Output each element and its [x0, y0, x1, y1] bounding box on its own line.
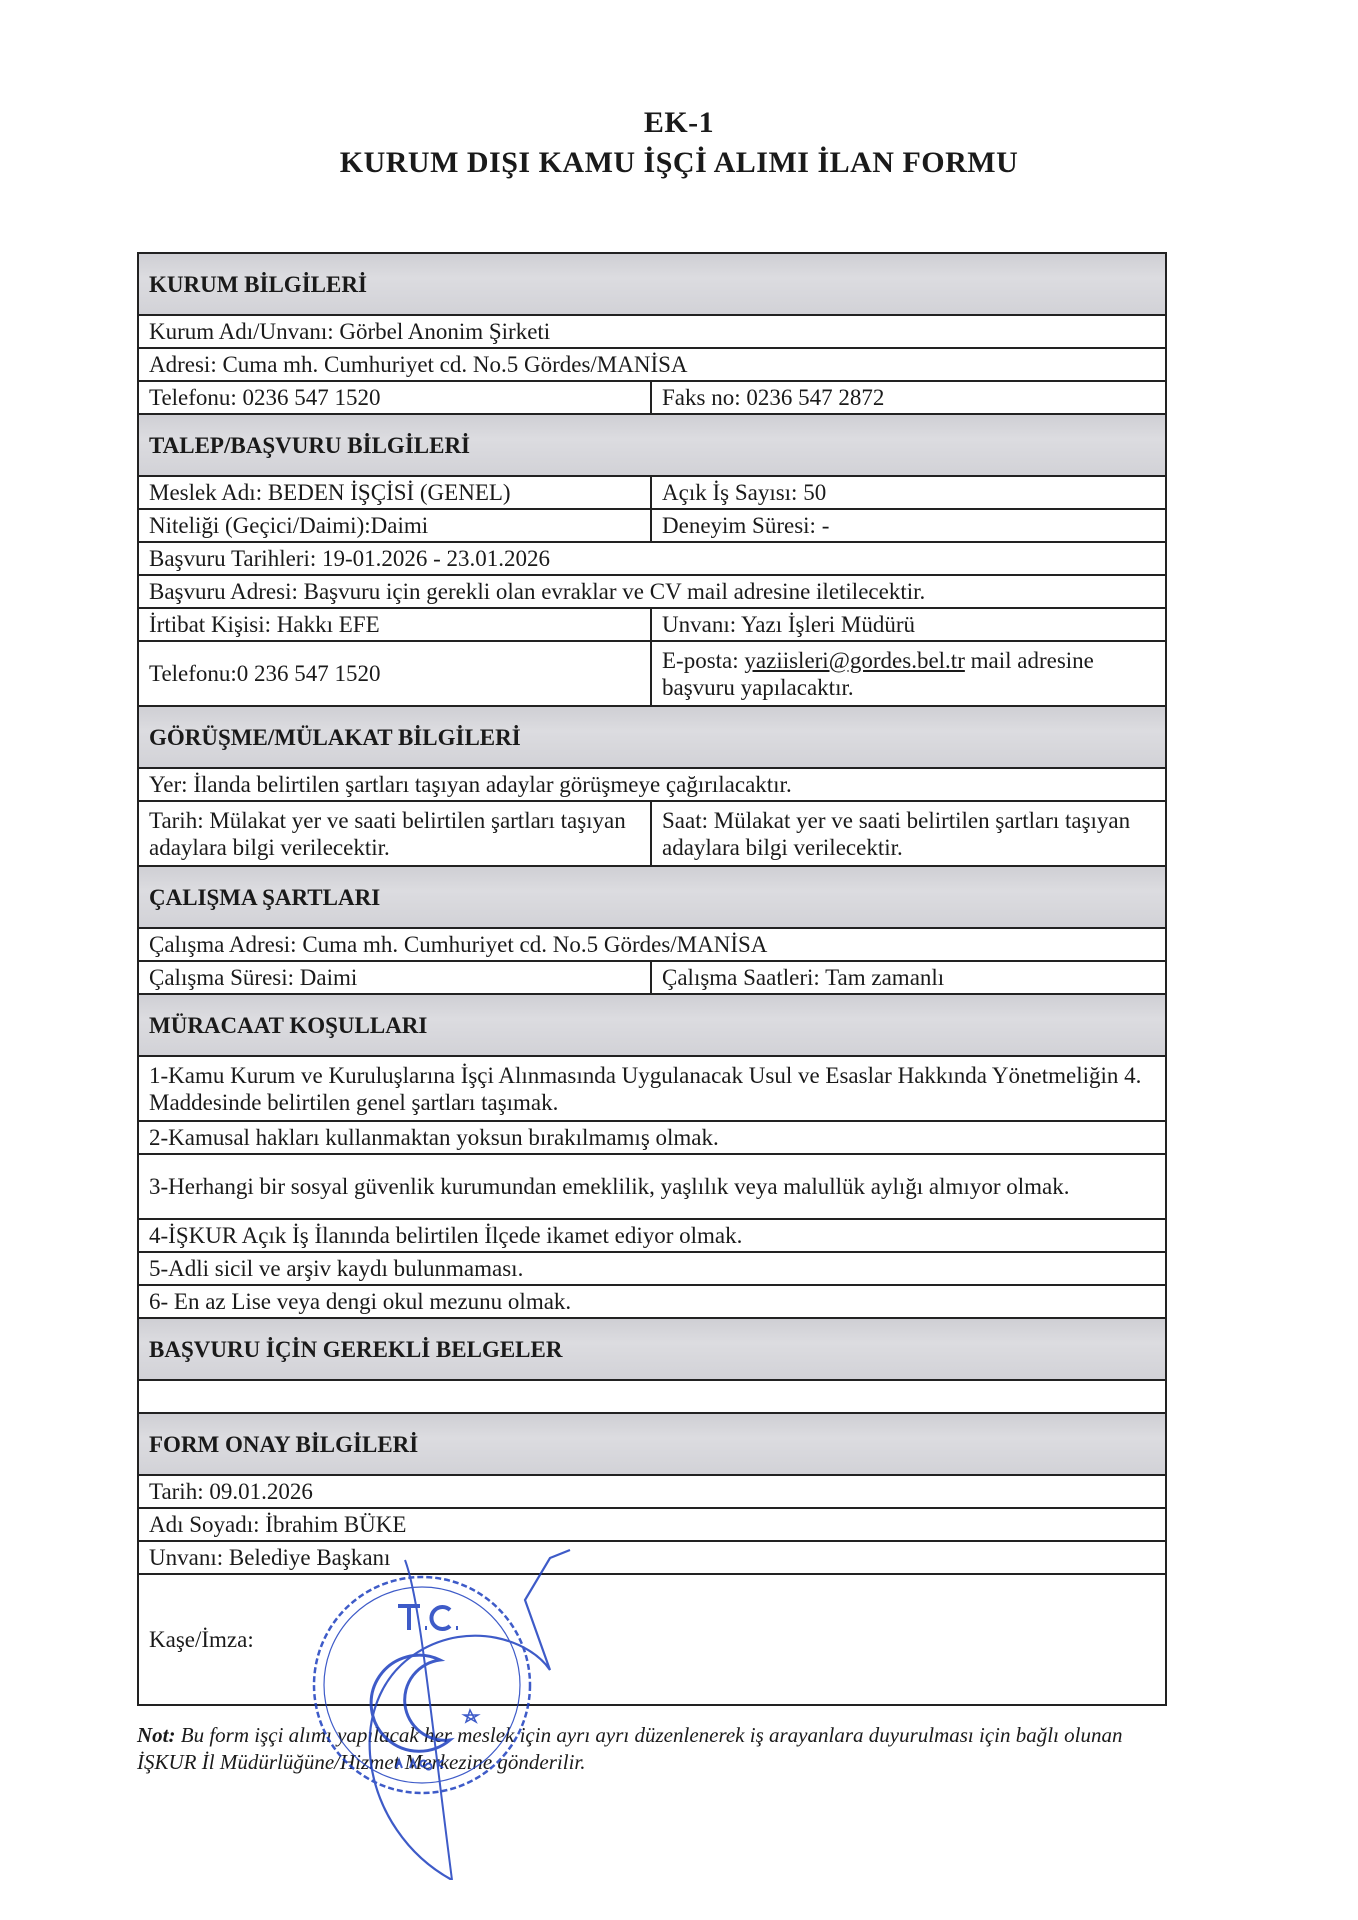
approver-title: Unvanı: Belediye Başkanı [138, 1541, 1166, 1574]
section-heading-kurum: KURUM BİLGİLERİ [138, 253, 1166, 315]
section-heading-calisma: ÇALIŞMA ŞARTLARI [138, 866, 1166, 928]
institution-address: Adresi: Cuma mh. Cumhuriyet cd. No.5 Gördes/MANİSA [138, 348, 1166, 381]
approval-date: Tarih: 09.01.2026 [138, 1475, 1166, 1508]
condition-item: 2-Kamusal hakları kullanmaktan yoksun bırakılmamış olmak. [138, 1121, 1166, 1154]
condition-item: 6- En az Lise veya dengi okul mezunu olmak. [138, 1285, 1166, 1318]
section-heading-talep: TALEP/BAŞVURU BİLGİLERİ [138, 414, 1166, 476]
footnote [137, 1722, 1177, 1776]
institution-name: Kurum Adı/Unvanı: Görbel Anonim Şirketi [138, 315, 1166, 348]
application-address: Başvuru Adresi: Başvuru için gerekli olan evraklar ve CV mail adresine iletilecektir. [138, 575, 1166, 608]
contact-email-cell [651, 641, 1166, 706]
note-label: Not: [137, 1723, 176, 1747]
required-documents-empty [138, 1380, 1166, 1413]
open-positions: Açık İş Sayısı: 50 [651, 476, 1166, 509]
work-hours: Çalışma Saatleri: Tam zamanlı [651, 961, 1166, 994]
work-duration: Çalışma Süresi: Daimi [138, 961, 651, 994]
email-label: E-posta: [662, 647, 745, 673]
job-nature: Niteliği (Geçici/Daimi):Daimi [138, 509, 651, 542]
institution-fax: Faks no: 0236 547 2872 [651, 381, 1166, 414]
contact-person: İrtibat Kişisi: Hakkı EFE [138, 608, 651, 641]
condition-item: 1-Kamu Kurum ve Kuruluşlarına İşçi Alınmasında Uygulanacak Usul ve Esaslar Hakkında Yönetmeliğin 4. Maddesinde belirtilen genel şartları taşımak. [138, 1056, 1166, 1121]
form-title: KURUM DIŞI KAMU İŞÇİ ALIMI İLAN FORMU [339, 146, 1019, 179]
email-suffix: mail adresine başvuru yapılacaktır. [662, 647, 1094, 700]
occupation: Meslek Adı: BEDEN İŞÇİSİ (GENEL) [138, 476, 651, 509]
seal-signature: Kaşe/İmza: [138, 1574, 1166, 1705]
contact-phone: Telefonu:0 236 547 1520 [138, 641, 651, 706]
interview-place: Yer: İlanda belirtilen şartları taşıyan adaylar görüşmeye çağırılacaktır. [138, 768, 1166, 801]
approver-name: Adı Soyadı: İbrahim BÜKE [138, 1508, 1166, 1541]
interview-time: Saat: Mülakat yer ve saati belirtilen şartları taşıyan adaylara bilgi verilecektir. [651, 801, 1166, 866]
section-heading-muracaat: MÜRACAAT KOŞULLARI [138, 994, 1166, 1056]
section-heading-gorusme: GÖRÜŞME/MÜLAKAT BİLGİLERİ [138, 706, 1166, 768]
annex-label: EK-1 [643, 106, 715, 139]
experience: Deneyim Süresi: - [651, 509, 1166, 542]
condition-item: 4-İŞKUR Açık İş İlanında belirtilen İlçede ikamet ediyor olmak. [138, 1219, 1166, 1252]
note-text: Bu form işçi alımı yapılacak her meslek için ayrı ayrı düzenlenerek iş arayanlara duyurulması için bağlı olunan İŞKUR İl Müdürlüğüne/Hizmet Merkezine gönderilir. [137, 1723, 1123, 1774]
section-heading-belgeler: BAŞVURU İÇİN GEREKLİ BELGELER [138, 1318, 1166, 1380]
section-heading-onay: FORM ONAY BİLGİLERİ [138, 1413, 1166, 1475]
condition-item: 3-Herhangi bir sosyal güvenlik kurumundan emeklilik, yaşlılık veya malullük aylığı almıyor olmak. [138, 1154, 1166, 1219]
condition-item: 5-Adli sicil ve arşiv kaydı bulunmaması. [138, 1252, 1166, 1285]
institution-phone: Telefonu: 0236 547 1520 [138, 381, 651, 414]
email-link[interactable]: yaziisleri@gordes.bel.tr [744, 647, 965, 673]
contact-title: Unvanı: Yazı İşleri Müdürü [651, 608, 1166, 641]
work-address: Çalışma Adresi: Cuma mh. Cumhuriyet cd. No.5 Gördes/MANİSA [138, 928, 1166, 961]
interview-date: Tarih: Mülakat yer ve saati belirtilen şartları taşıyan adaylara bilgi verilecektir. [138, 801, 651, 866]
job-posting-form [137, 252, 1167, 1706]
application-dates: Başvuru Tarihleri: 19-01.2026 - 23.01.2026 [138, 542, 1166, 575]
